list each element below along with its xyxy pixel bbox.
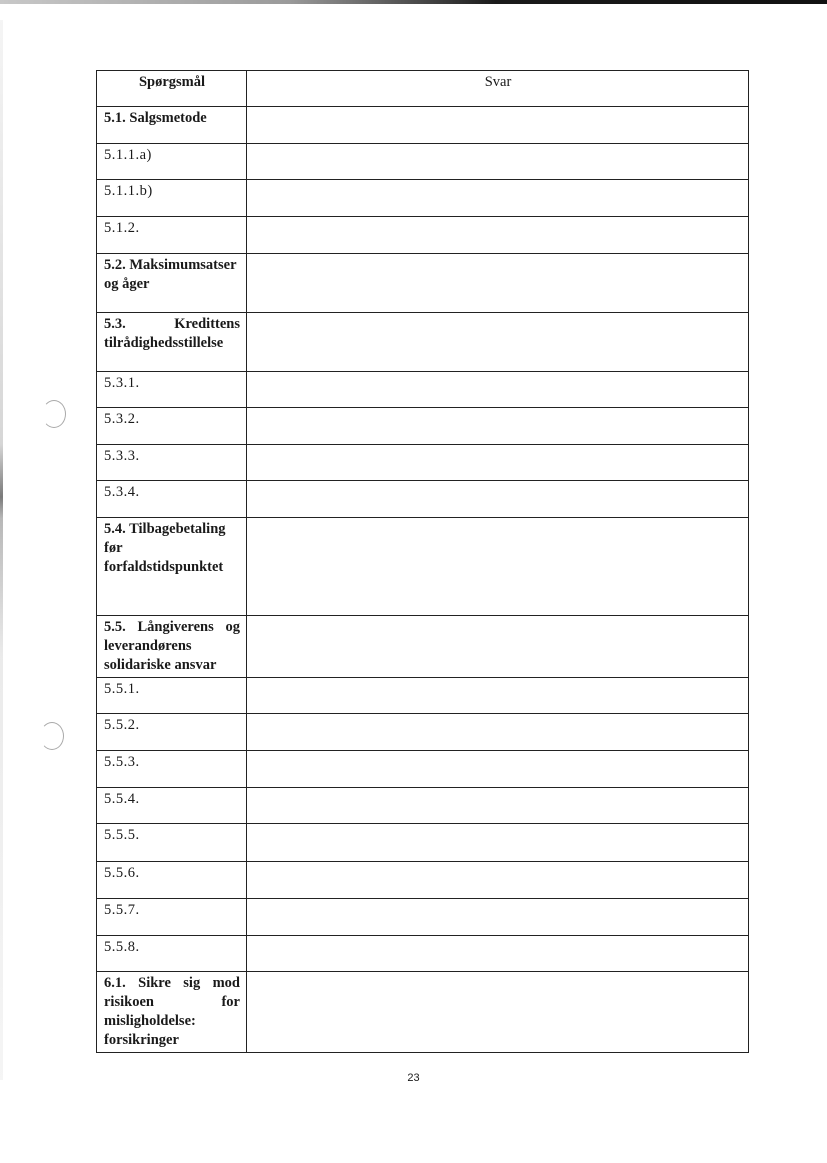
answer-cell[interactable] <box>247 678 749 714</box>
question-cell: 5.3.3. <box>97 445 247 481</box>
answer-cell[interactable] <box>247 714 749 751</box>
question-column-header: Spørgsmål <box>97 71 247 107</box>
question-cell: 5.3.2. <box>97 408 247 445</box>
answer-cell[interactable] <box>247 313 749 372</box>
table-row <box>97 899 749 936</box>
table-row <box>97 180 749 217</box>
table-row <box>97 144 749 180</box>
question-cell: 5.5.5. <box>97 824 247 862</box>
table-row <box>97 936 749 972</box>
answer-cell[interactable] <box>247 972 749 1053</box>
answer-cell[interactable] <box>247 372 749 408</box>
table-row <box>97 678 749 714</box>
question-cell: 5.5.2. <box>97 714 247 751</box>
answer-cell[interactable] <box>247 408 749 445</box>
question-cell: 5.1.1.b) <box>97 180 247 217</box>
table-row <box>97 518 749 616</box>
table-row <box>97 217 749 254</box>
answer-cell[interactable] <box>247 862 749 899</box>
question-cell: 5.1. Salgsmetode <box>97 107 247 144</box>
answer-column-header: Svar <box>247 71 749 107</box>
question-cell: 5.5.7. <box>97 899 247 936</box>
answer-cell[interactable] <box>247 616 749 678</box>
questionnaire-table <box>96 70 749 1053</box>
question-cell: 5.1.2. <box>97 217 247 254</box>
table-row <box>97 616 749 678</box>
table-row <box>97 714 749 751</box>
question-cell: 5.5.1. <box>97 678 247 714</box>
answer-cell[interactable] <box>247 518 749 616</box>
answer-cell[interactable] <box>247 751 749 788</box>
question-cell: 5.3.1. <box>97 372 247 408</box>
answer-cell[interactable] <box>247 824 749 862</box>
table-row <box>97 824 749 862</box>
punch-hole-mark <box>42 400 66 428</box>
question-cell: 6.1. Sikre sig mod risikoen for misligholdelse: forsikringer <box>97 972 247 1053</box>
question-cell: 5.5.3. <box>97 751 247 788</box>
table-row <box>97 481 749 518</box>
table-row <box>97 751 749 788</box>
answer-cell[interactable] <box>247 481 749 518</box>
scan-edge-left <box>0 20 3 1080</box>
answer-cell[interactable] <box>247 254 749 313</box>
table-row <box>97 408 749 445</box>
answer-cell[interactable] <box>247 180 749 217</box>
page-number: 23 <box>407 1072 420 1084</box>
answer-cell[interactable] <box>247 217 749 254</box>
table-row <box>97 313 749 372</box>
question-cell: 5.1.1.a) <box>97 144 247 180</box>
table-row <box>97 445 749 481</box>
question-cell: 5.5. Långiverens og leverandørens solidariske ansvar <box>97 616 247 678</box>
question-cell: 5.5.8. <box>97 936 247 972</box>
answer-cell[interactable] <box>247 107 749 144</box>
table-row <box>97 862 749 899</box>
answer-cell[interactable] <box>247 445 749 481</box>
question-cell: 5.2. Maksimumsatser og åger <box>97 254 247 313</box>
answer-cell[interactable] <box>247 144 749 180</box>
question-cell: 5.3.4. <box>97 481 247 518</box>
answer-cell[interactable] <box>247 788 749 824</box>
table-row <box>97 788 749 824</box>
scan-edge-top <box>0 0 827 4</box>
punch-hole-mark <box>40 722 64 750</box>
answer-cell[interactable] <box>247 936 749 972</box>
question-cell: 5.4. Tilbagebetaling før forfaldstidspunktet <box>97 518 247 616</box>
table-row <box>97 254 749 313</box>
answer-cell[interactable] <box>247 899 749 936</box>
question-cell: 5.5.6. <box>97 862 247 899</box>
table-row <box>97 972 749 1053</box>
question-cell: 5.5.4. <box>97 788 247 824</box>
table-header-row <box>97 71 749 107</box>
table-row <box>97 372 749 408</box>
table-row <box>97 107 749 144</box>
question-cell: 5.3. Kredittens tilrådighedsstillelse <box>97 313 247 372</box>
